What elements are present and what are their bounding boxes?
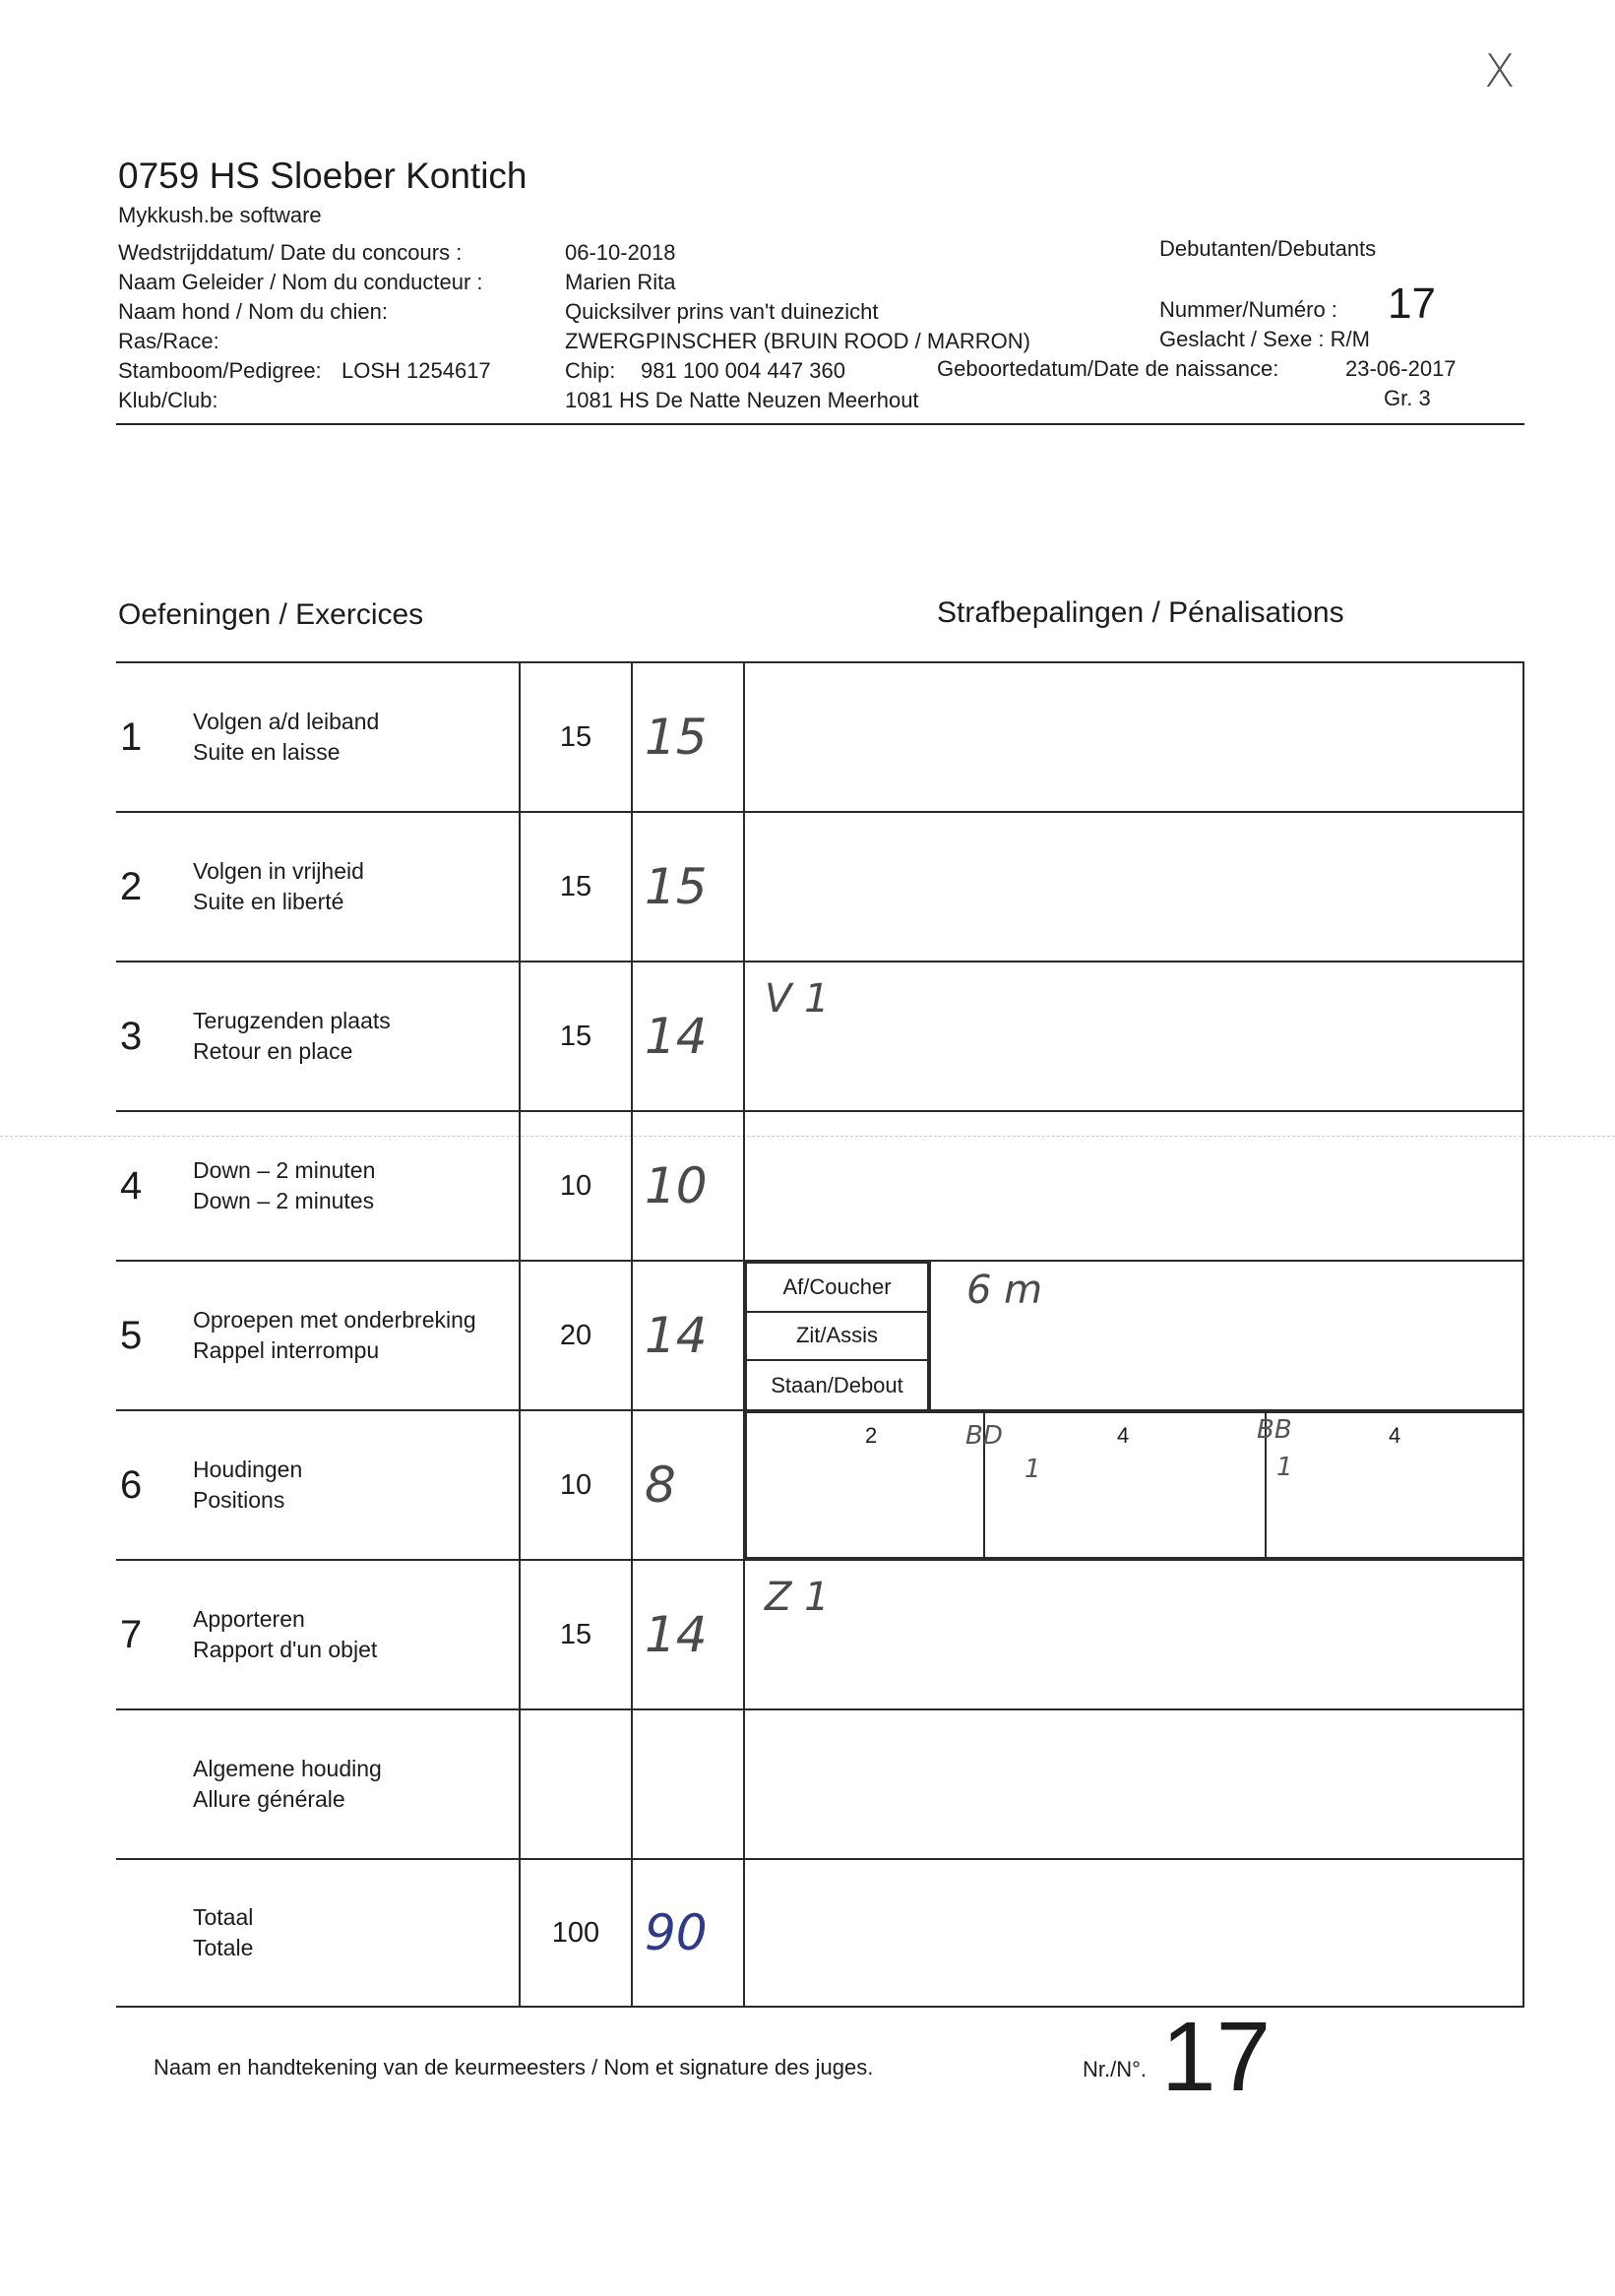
exercise-cell xyxy=(116,1560,520,1709)
exercise-names xyxy=(193,707,379,768)
max-points: 15 xyxy=(520,662,632,812)
club-label: Klub/Club: xyxy=(118,388,218,412)
table-row xyxy=(116,1410,1523,1560)
score-cell[interactable]: 10 xyxy=(632,1111,744,1261)
exercise-name-nl: Volgen a/d leiband xyxy=(193,709,380,734)
pedigree-value: LOSH 1254617 xyxy=(342,358,491,383)
position-max: 4 xyxy=(1389,1423,1401,1448)
max-points xyxy=(520,1709,632,1859)
exercise-number: 7 xyxy=(120,1612,143,1656)
penalty-cell[interactable] xyxy=(744,962,1523,1111)
category-label: Debutanten/Debutants xyxy=(1159,236,1377,261)
exercise-names xyxy=(193,856,364,917)
exercise-number: 5 xyxy=(120,1313,143,1357)
exercise-name-fr: Suite en liberté xyxy=(193,889,344,914)
footer-nr-label: Nr./N°. xyxy=(1083,2057,1148,2081)
max-points: 15 xyxy=(520,962,632,1111)
dog-value: Quicksilver prins van't duinezicht xyxy=(565,299,879,324)
position-count: 1 xyxy=(1025,1455,1041,1484)
score-cell[interactable]: 15 xyxy=(632,812,744,962)
exercise-cell xyxy=(116,1261,520,1410)
exercise-cell xyxy=(116,1111,520,1261)
total-cell xyxy=(116,1859,520,2007)
exercise-number: 1 xyxy=(120,714,143,759)
total-name-nl: Totaal xyxy=(193,1904,254,1930)
club-value: 1081 HS De Natte Neuzen Meerhout xyxy=(565,388,919,412)
chip-label: Chip: xyxy=(565,358,616,383)
score-cell[interactable]: 14 xyxy=(632,962,744,1111)
general-cell xyxy=(116,1709,520,1859)
score-cell[interactable]: 8 xyxy=(632,1410,744,1560)
pedigree-label: Stamboom/Pedigree: xyxy=(118,358,322,383)
position-cell[interactable] xyxy=(746,1412,984,1558)
exercise-name-fr: Retour en place xyxy=(193,1038,353,1064)
exercise-name-nl: Houdingen xyxy=(193,1457,303,1482)
exercise-name-fr: Positions xyxy=(193,1487,285,1513)
total-names xyxy=(193,1902,253,1963)
table-row xyxy=(116,962,1523,1111)
max-points: 20 xyxy=(520,1261,632,1410)
max-points: 10 xyxy=(520,1111,632,1261)
handler-value: Marien Rita xyxy=(565,270,676,294)
group-value: Gr. 3 xyxy=(1384,386,1431,410)
table-row xyxy=(116,1261,1523,1410)
penalty-cell[interactable] xyxy=(744,1859,1523,2007)
sex-value: Geslacht / Sexe : R/M xyxy=(1159,327,1370,351)
penalty-cell[interactable] xyxy=(744,1111,1523,1261)
exercise-names xyxy=(193,1006,391,1067)
penalty-cell[interactable] xyxy=(744,1261,1523,1410)
score-cell[interactable] xyxy=(632,1709,744,1859)
exercise-name-fr: Rapport d'un objet xyxy=(193,1637,378,1662)
position-mark: BD xyxy=(965,1421,1003,1451)
exercise-name-fr: Suite en laisse xyxy=(193,739,341,765)
total-score[interactable]: 90 xyxy=(632,1859,744,2007)
software-label: Mykkush.be software xyxy=(118,203,322,227)
score-cell[interactable]: 14 xyxy=(632,1261,744,1410)
score-cell[interactable]: 15 xyxy=(632,662,744,812)
penalties-heading: Strafbepalingen / Pénalisations xyxy=(937,596,1344,629)
table-row xyxy=(116,662,1523,812)
position-max: 4 xyxy=(1117,1423,1130,1448)
max-points: 10 xyxy=(520,1410,632,1560)
penalty-cell[interactable] xyxy=(744,812,1523,962)
date-value: 06-10-2018 xyxy=(565,240,676,265)
table-row xyxy=(116,1859,1523,2007)
exercise-name-nl: Oproepen met onderbreking xyxy=(193,1307,476,1333)
callout-column xyxy=(745,1262,930,1409)
general-names xyxy=(193,1754,382,1815)
callout-af[interactable]: Af/Coucher xyxy=(746,1263,928,1312)
exercise-number: 4 xyxy=(120,1163,143,1208)
exercise-cell xyxy=(116,962,520,1111)
exercise-name-nl: Volgen in vrijheid xyxy=(193,858,364,884)
exercise-names xyxy=(193,1455,302,1516)
corner-handwritten-mark: X xyxy=(1484,44,1516,97)
breed-value: ZWERGPINSCHER (BRUIN ROOD / MARRON) xyxy=(565,329,1030,353)
exercise-name-nl: Terugzenden plaats xyxy=(193,1008,391,1033)
exercises-heading: Oefeningen / Exercices xyxy=(118,598,424,631)
callout-list xyxy=(745,1262,929,1409)
total-name-fr: Totale xyxy=(193,1935,254,1960)
penalty-note: 6 m xyxy=(966,1268,1043,1313)
number-label: Nummer/Numéro : xyxy=(1159,297,1337,322)
general-name-nl: Algemene houding xyxy=(193,1756,382,1781)
handler-label: Naam Geleider / Nom du conducteur : xyxy=(118,270,483,294)
signature-label: Naam en handtekening van de keurmeesters / Nom et signature des juges. xyxy=(154,2055,874,2079)
position-max: 2 xyxy=(865,1423,878,1448)
recall-subtable xyxy=(745,1262,1522,1409)
position-cell[interactable] xyxy=(1257,1412,1522,1558)
number-value: 17 xyxy=(1388,279,1436,328)
footer-nr-value: 17 xyxy=(1161,2002,1272,2112)
general-name-fr: Allure générale xyxy=(193,1786,345,1812)
penalty-cell[interactable] xyxy=(744,1709,1523,1859)
callout-staan[interactable]: Staan/Debout xyxy=(746,1360,928,1409)
penalty-cell[interactable] xyxy=(744,1410,1523,1560)
exercise-number: 6 xyxy=(120,1462,143,1507)
penalty-note: V 1 xyxy=(765,976,830,1022)
table-row xyxy=(116,1709,1523,1859)
exercise-cell xyxy=(116,662,520,812)
position-count: 1 xyxy=(1276,1453,1293,1482)
exercise-names xyxy=(193,1604,377,1665)
score-table xyxy=(116,661,1524,2008)
total-max: 100 xyxy=(520,1859,632,2007)
exercise-number: 2 xyxy=(120,864,143,908)
position-mark: BB xyxy=(1257,1415,1292,1445)
birth-label: Geboortedatum/Date de naissance: xyxy=(937,356,1279,381)
exercise-name-nl: Apporteren xyxy=(193,1606,305,1632)
penalty-cell[interactable] xyxy=(744,662,1523,812)
table-row xyxy=(116,812,1523,962)
penalty-cell[interactable] xyxy=(744,1560,1523,1709)
exercise-cell xyxy=(116,812,520,962)
exercise-names xyxy=(193,1155,375,1216)
exercise-name-fr: Down – 2 minutes xyxy=(193,1188,375,1213)
exercise-names xyxy=(193,1305,476,1366)
max-points: 15 xyxy=(520,812,632,962)
dog-label: Naam hond / Nom du chien: xyxy=(118,299,388,324)
recall-note-cell[interactable] xyxy=(930,1262,1522,1409)
penalty-note: Z 1 xyxy=(765,1575,830,1620)
exercise-number: 3 xyxy=(120,1014,143,1058)
club-title: 0759 HS Sloeber Kontich xyxy=(118,155,528,196)
callout-zit[interactable]: Zit/Assis xyxy=(746,1312,928,1361)
position-cell[interactable] xyxy=(965,1412,1266,1558)
exercise-name-fr: Rappel interrompu xyxy=(193,1337,380,1363)
chip-value: 981 100 004 447 360 xyxy=(641,358,845,383)
table-row xyxy=(116,1111,1523,1261)
max-points: 15 xyxy=(520,1560,632,1709)
score-cell[interactable]: 14 xyxy=(632,1560,744,1709)
breed-label: Ras/Race: xyxy=(118,329,219,353)
exercise-cell xyxy=(116,1410,520,1560)
header-rule xyxy=(116,423,1524,425)
date-label: Wedstrijddatum/ Date du concours : xyxy=(118,240,463,265)
table-row xyxy=(116,1560,1523,1709)
exercise-name-nl: Down – 2 minuten xyxy=(193,1157,376,1183)
birth-date: 23-06-2017 xyxy=(1345,356,1457,381)
positions-subtable xyxy=(745,1411,1522,1559)
